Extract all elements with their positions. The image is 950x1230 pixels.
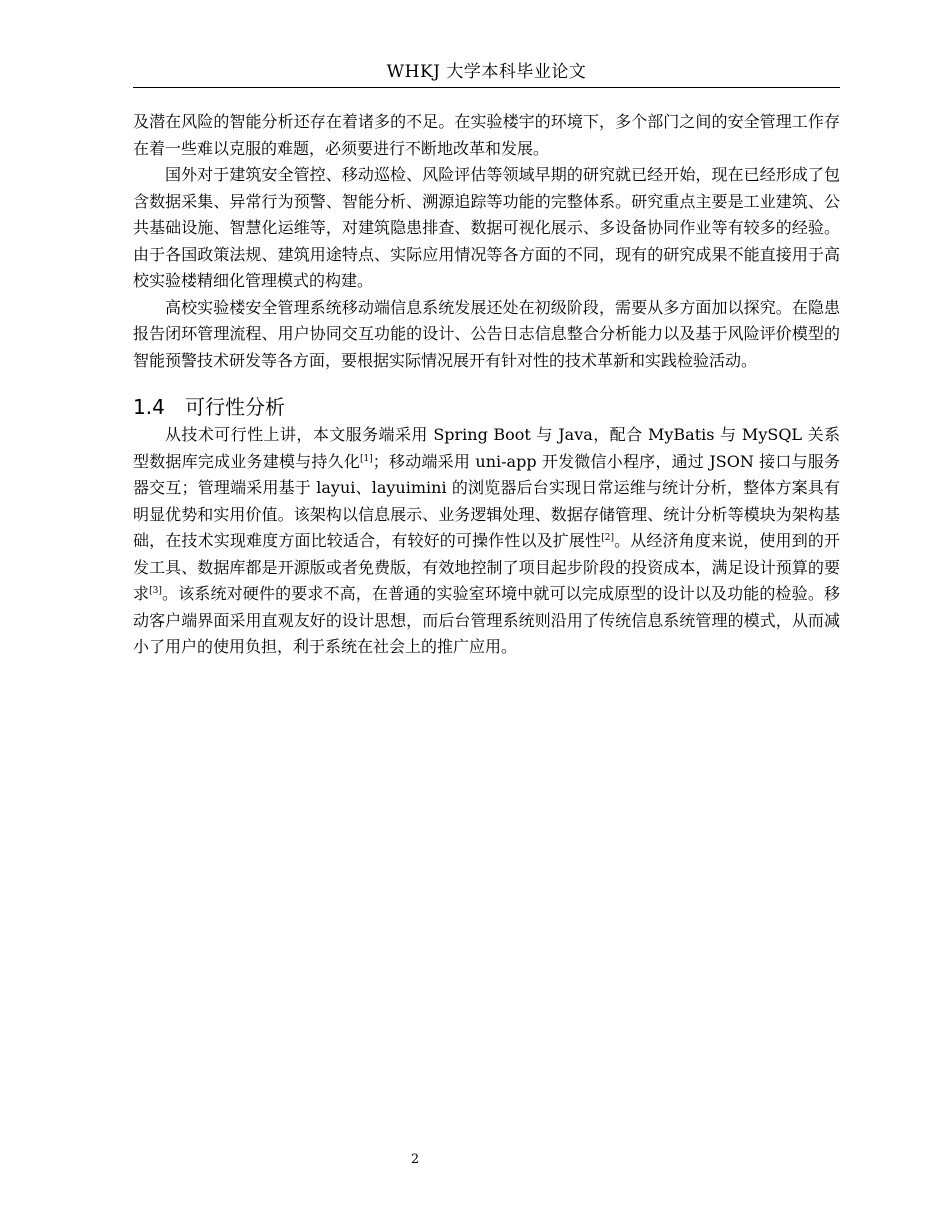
citation-ref-1: [1] [360, 453, 373, 464]
body-text [133, 109, 840, 661]
page-number: 2 [410, 1152, 420, 1167]
paragraph-domestic-status: 高校实验楼安全管理系统移动端信息系统发展还处在初级阶段，需要从多方面加以探究。在隐患报告闭环管理流程、用户协同交互功能的设计、公告日志信息整合分析能力以及基于风险评价模型的智能预警技术研发等各方面，要根据实际情况展开有针对性的技术革新和实践检验活动。 [133, 297, 840, 370]
running-header: WHKJ 大学本科毕业论文 [386, 62, 587, 82]
paragraph-continuation: 及潜在风险的智能分析还存在着诸多的不足。在实验楼宇的环境下，多个部门之间的安全管理工作存在着一些难以克服的难题，必须要进行不断地改革和发展。 [133, 112, 840, 158]
paragraph-feasibility [133, 422, 840, 661]
citation-ref-2: [2] [601, 533, 614, 543]
section-title: 可行性分析 [185, 395, 285, 419]
section-heading [133, 392, 840, 422]
feasibility-text-4: 。该系统对硬件的要求不高，在普通的实验室环境中就可以完成原型的设计以及功能的检验。移动客户端界面采用直观友好的设计思想，而后台管理系统则沿用了传统信息系统管理的模式，从而减小了用户的使用负担，利于系统在社会上的推广应用。 [133, 584, 840, 656]
citation-ref-3: [3] [149, 586, 162, 596]
feasibility-text-2: ；移动端采用 uni-app 开发微信小程序，通过 JSON 接口与服务器交互；管理端采用基于 layui、layuimini 的浏览器后台实现日常运维与统计分析，整体方案具有明显优势和实用价值。该架构以信息展示、业务逻辑处理、数据存储管理、统计分析等模块为架构基础，在技术实现难度方面比较适合，有较好的可操作性以及扩展性 [133, 451, 840, 550]
feasibility-text-1: 从技术可行性上讲，本文服务端采用 Spring Boot 与 Java，配合 MyBatis 与 MySQL 关系型数据库完成业务建模与持久化 [133, 425, 840, 471]
section-number: 1.4 [133, 395, 165, 419]
paragraph-foreign-research: 国外对于建筑安全管控、移动巡检、风险评估等领域早期的研究就已经开始，现在已经形成了包含数据采集、异常行为预警、智能分析、溯源追踪等功能的完整体系。研究重点主要是工业建筑、公共基础设施、智慧化运维等，对建筑隐患排查、数据可视化展示、多设备协同作业等有较多的经验。由于各国政策法规、建筑用途特点、实际应用情况等各方面的不同，现有的研究成果不能直接用于高校实验楼精细化管理模式的构建。 [133, 165, 840, 290]
feasibility-text-3: 。从经济角度来说，使用到的开发工具、数据库都是开源版或者免费版，有效地控制了项目起步阶段的投资成本，满足设计预算的要求 [133, 531, 840, 603]
header-rule [133, 87, 840, 88]
